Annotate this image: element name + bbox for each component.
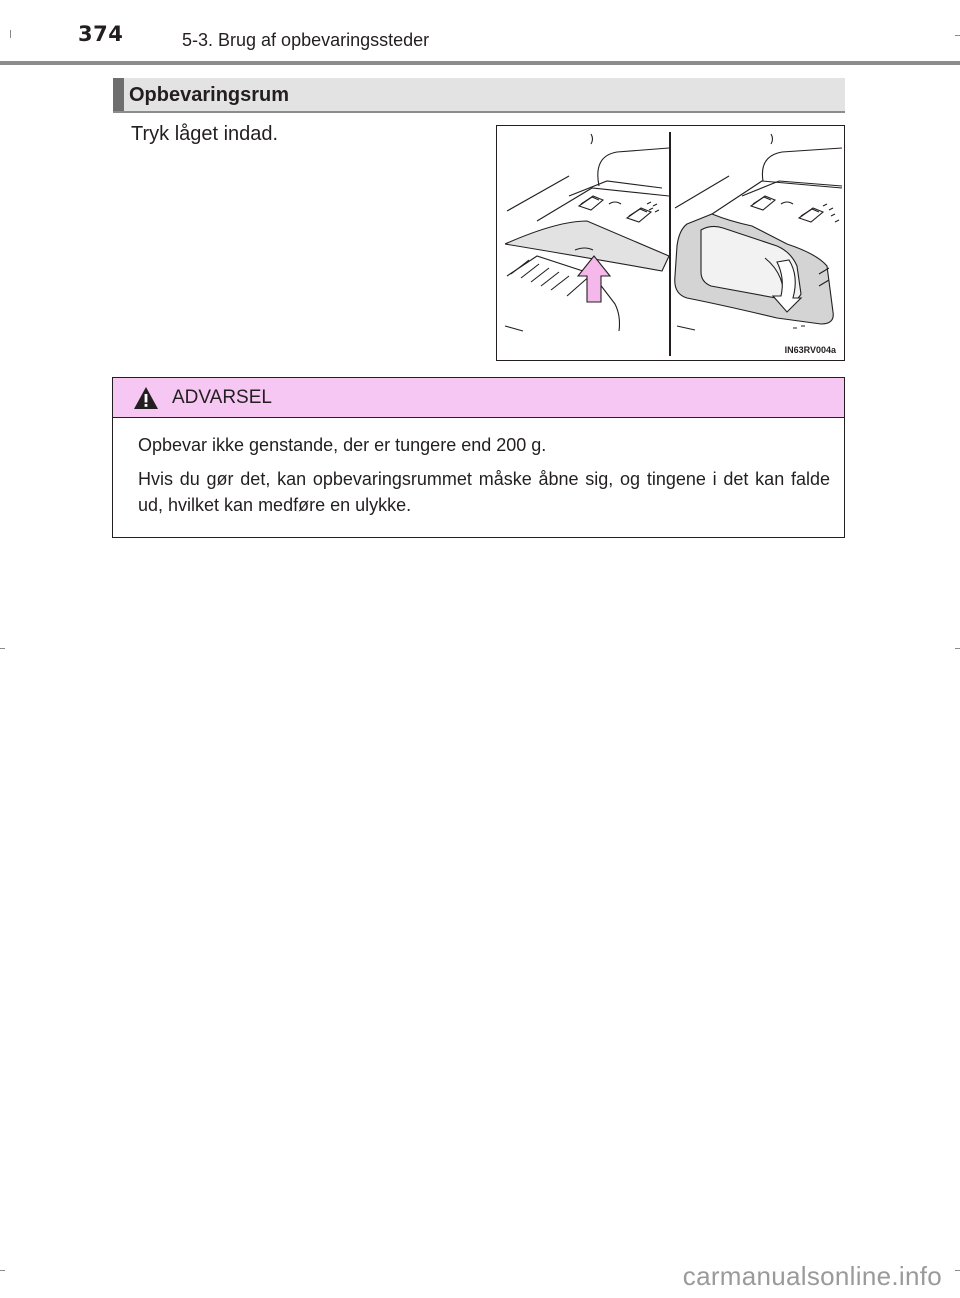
- console-outline: [598, 148, 669, 186]
- warning-label: ADVARSEL: [172, 387, 272, 408]
- watermark: carmanualsonline.info: [682, 1261, 942, 1291]
- warning-header: [113, 378, 844, 418]
- crop-mark: [955, 648, 960, 649]
- console-body: [537, 188, 669, 221]
- ceiling-line: [507, 176, 569, 211]
- section-tab: [113, 78, 124, 111]
- push-arrow: [578, 256, 610, 302]
- figure-code: IN63RV004a: [784, 345, 836, 355]
- crop-mark: [955, 1270, 960, 1271]
- instruction-text: Tryk låget indad.: [131, 123, 279, 145]
- crop-mark: [10, 30, 11, 38]
- section-header: [113, 78, 845, 113]
- ceiling-mark: [771, 134, 773, 144]
- warning-box: [112, 377, 845, 538]
- crop-mark: [955, 35, 960, 36]
- section-title: Opbevaringsrum: [129, 84, 290, 106]
- page-number: 374: [78, 22, 124, 46]
- warning-paragraph: Opbevar ikke genstande, der er tungere end 200 g.: [138, 435, 547, 455]
- overhead-console-illustration: [497, 126, 844, 360]
- warning-paragraph: Hvis du gør det, kan opbevaringsrummet måske åbne sig, og tingene i det kan falde ud, hvilket kan medføre en ulykke.: [138, 469, 830, 515]
- header-rule: [0, 61, 960, 65]
- storage-lid: [505, 221, 669, 271]
- crop-mark: [0, 1270, 5, 1271]
- illustration: [496, 125, 845, 361]
- warning-triangle-icon: [133, 386, 159, 410]
- chapter-heading: 5-3. Brug af opbevaringssteder: [182, 30, 430, 50]
- ceiling-mark: [591, 134, 593, 144]
- crop-mark: [0, 648, 5, 649]
